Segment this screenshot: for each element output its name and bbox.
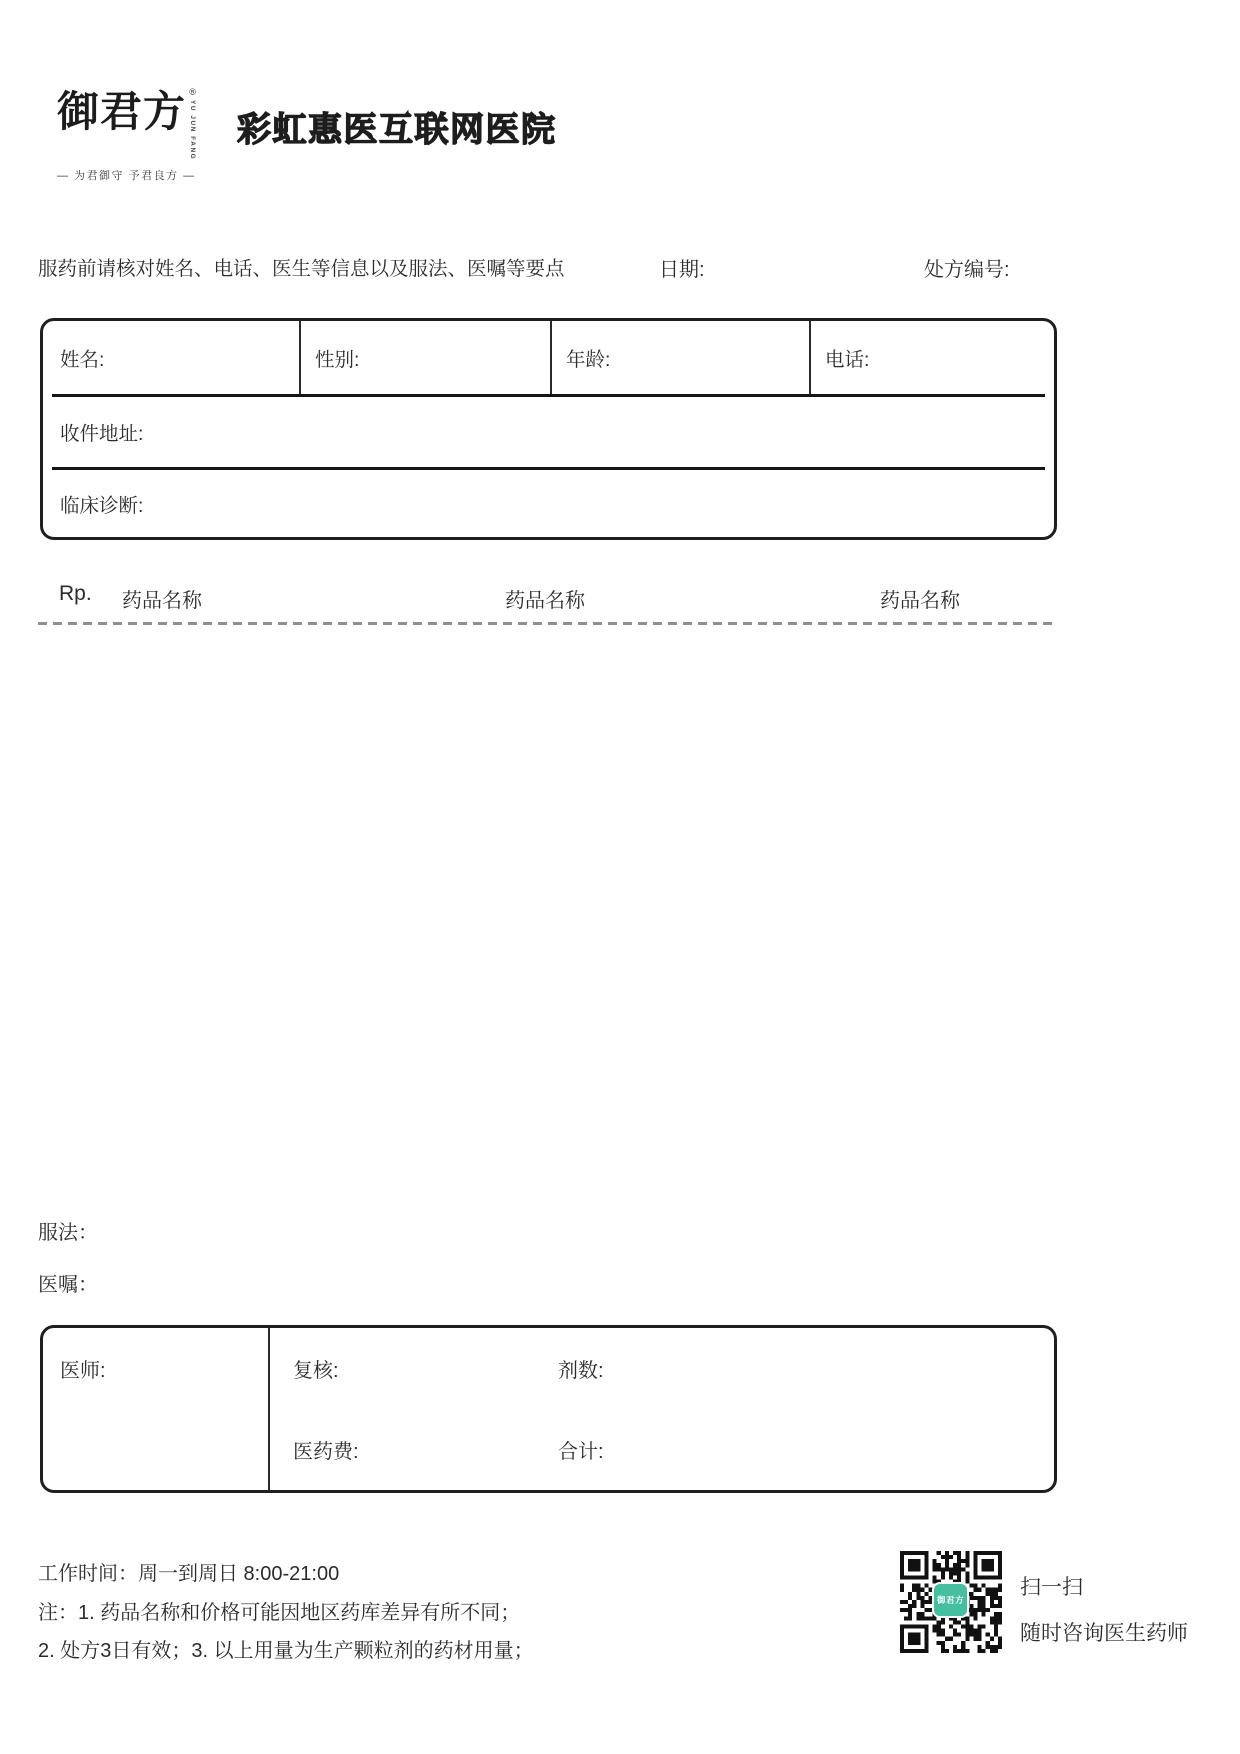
drug-name-column-header: 药品名称 — [880, 590, 960, 612]
note-line-2: 2. 处方3日有效；3. 以上用量为生产颗粒剂的药材用量； — [38, 1640, 534, 1662]
dose-count-field: 剂数: — [558, 1360, 604, 1382]
brand-logo-text: 御君方 — [57, 87, 187, 136]
scan-hint-text: 扫一扫 — [1020, 1576, 1083, 1599]
brand-tagline: — 为君御守 予君良方 — — [57, 170, 196, 183]
clinical-diagnosis-field: 临床诊断: — [60, 494, 144, 517]
patient-age-field: 年龄: — [550, 321, 809, 394]
patient-gender-field: 性别: — [299, 321, 550, 394]
patient-phone-field: 电话: — [809, 321, 1054, 394]
hospital-name: 彩虹惠医互联网医院 — [237, 111, 557, 149]
note-line-1: 注：1. 药品名称和价格可能因地区药库差异有所不同； — [38, 1602, 521, 1624]
doctor-advice-label: 医嘱： — [38, 1274, 98, 1296]
rp-label: Rp. — [59, 582, 92, 605]
total-field: 合计: — [558, 1441, 604, 1463]
work-hours-text: 工作时间：周一到周日 8:00-21:00 — [38, 1563, 340, 1585]
drug-name-column-header: 药品名称 — [505, 590, 585, 612]
date-label: 日期: — [659, 259, 705, 281]
dashed-separator — [38, 622, 1058, 625]
drug-name-column-header: 药品名称 — [122, 590, 202, 612]
scan-description-text: 随时咨询医生药师 — [1020, 1622, 1188, 1645]
signoff-box — [40, 1325, 1057, 1493]
review-row — [270, 1328, 1054, 1409]
qr-code — [900, 1551, 1002, 1653]
fee-row — [270, 1409, 1054, 1490]
brand-logo — [57, 88, 196, 183]
doctor-signature-field: 医师: — [43, 1328, 270, 1490]
qr-center-logo: 御君方 — [934, 1584, 967, 1616]
medicine-fee-field: 医药费: — [293, 1441, 359, 1463]
patient-info-box — [40, 318, 1057, 540]
patient-name-field: 姓名: — [60, 348, 105, 371]
registered-trademark-icon: ® — [189, 87, 196, 97]
patient-identity-row — [43, 321, 1054, 394]
check-reminder-text: 服药前请核对姓名、电话、医生等信息以及服法、医嘱等要点 — [38, 258, 565, 280]
review-field: 复核: — [293, 1360, 339, 1382]
shipping-address-field: 收件地址: — [60, 423, 144, 445]
usage-label: 服法： — [38, 1222, 98, 1244]
rx-number-label: 处方编号: — [924, 259, 1010, 281]
brand-logo-pinyin: YU JUN FANG — [189, 100, 197, 161]
